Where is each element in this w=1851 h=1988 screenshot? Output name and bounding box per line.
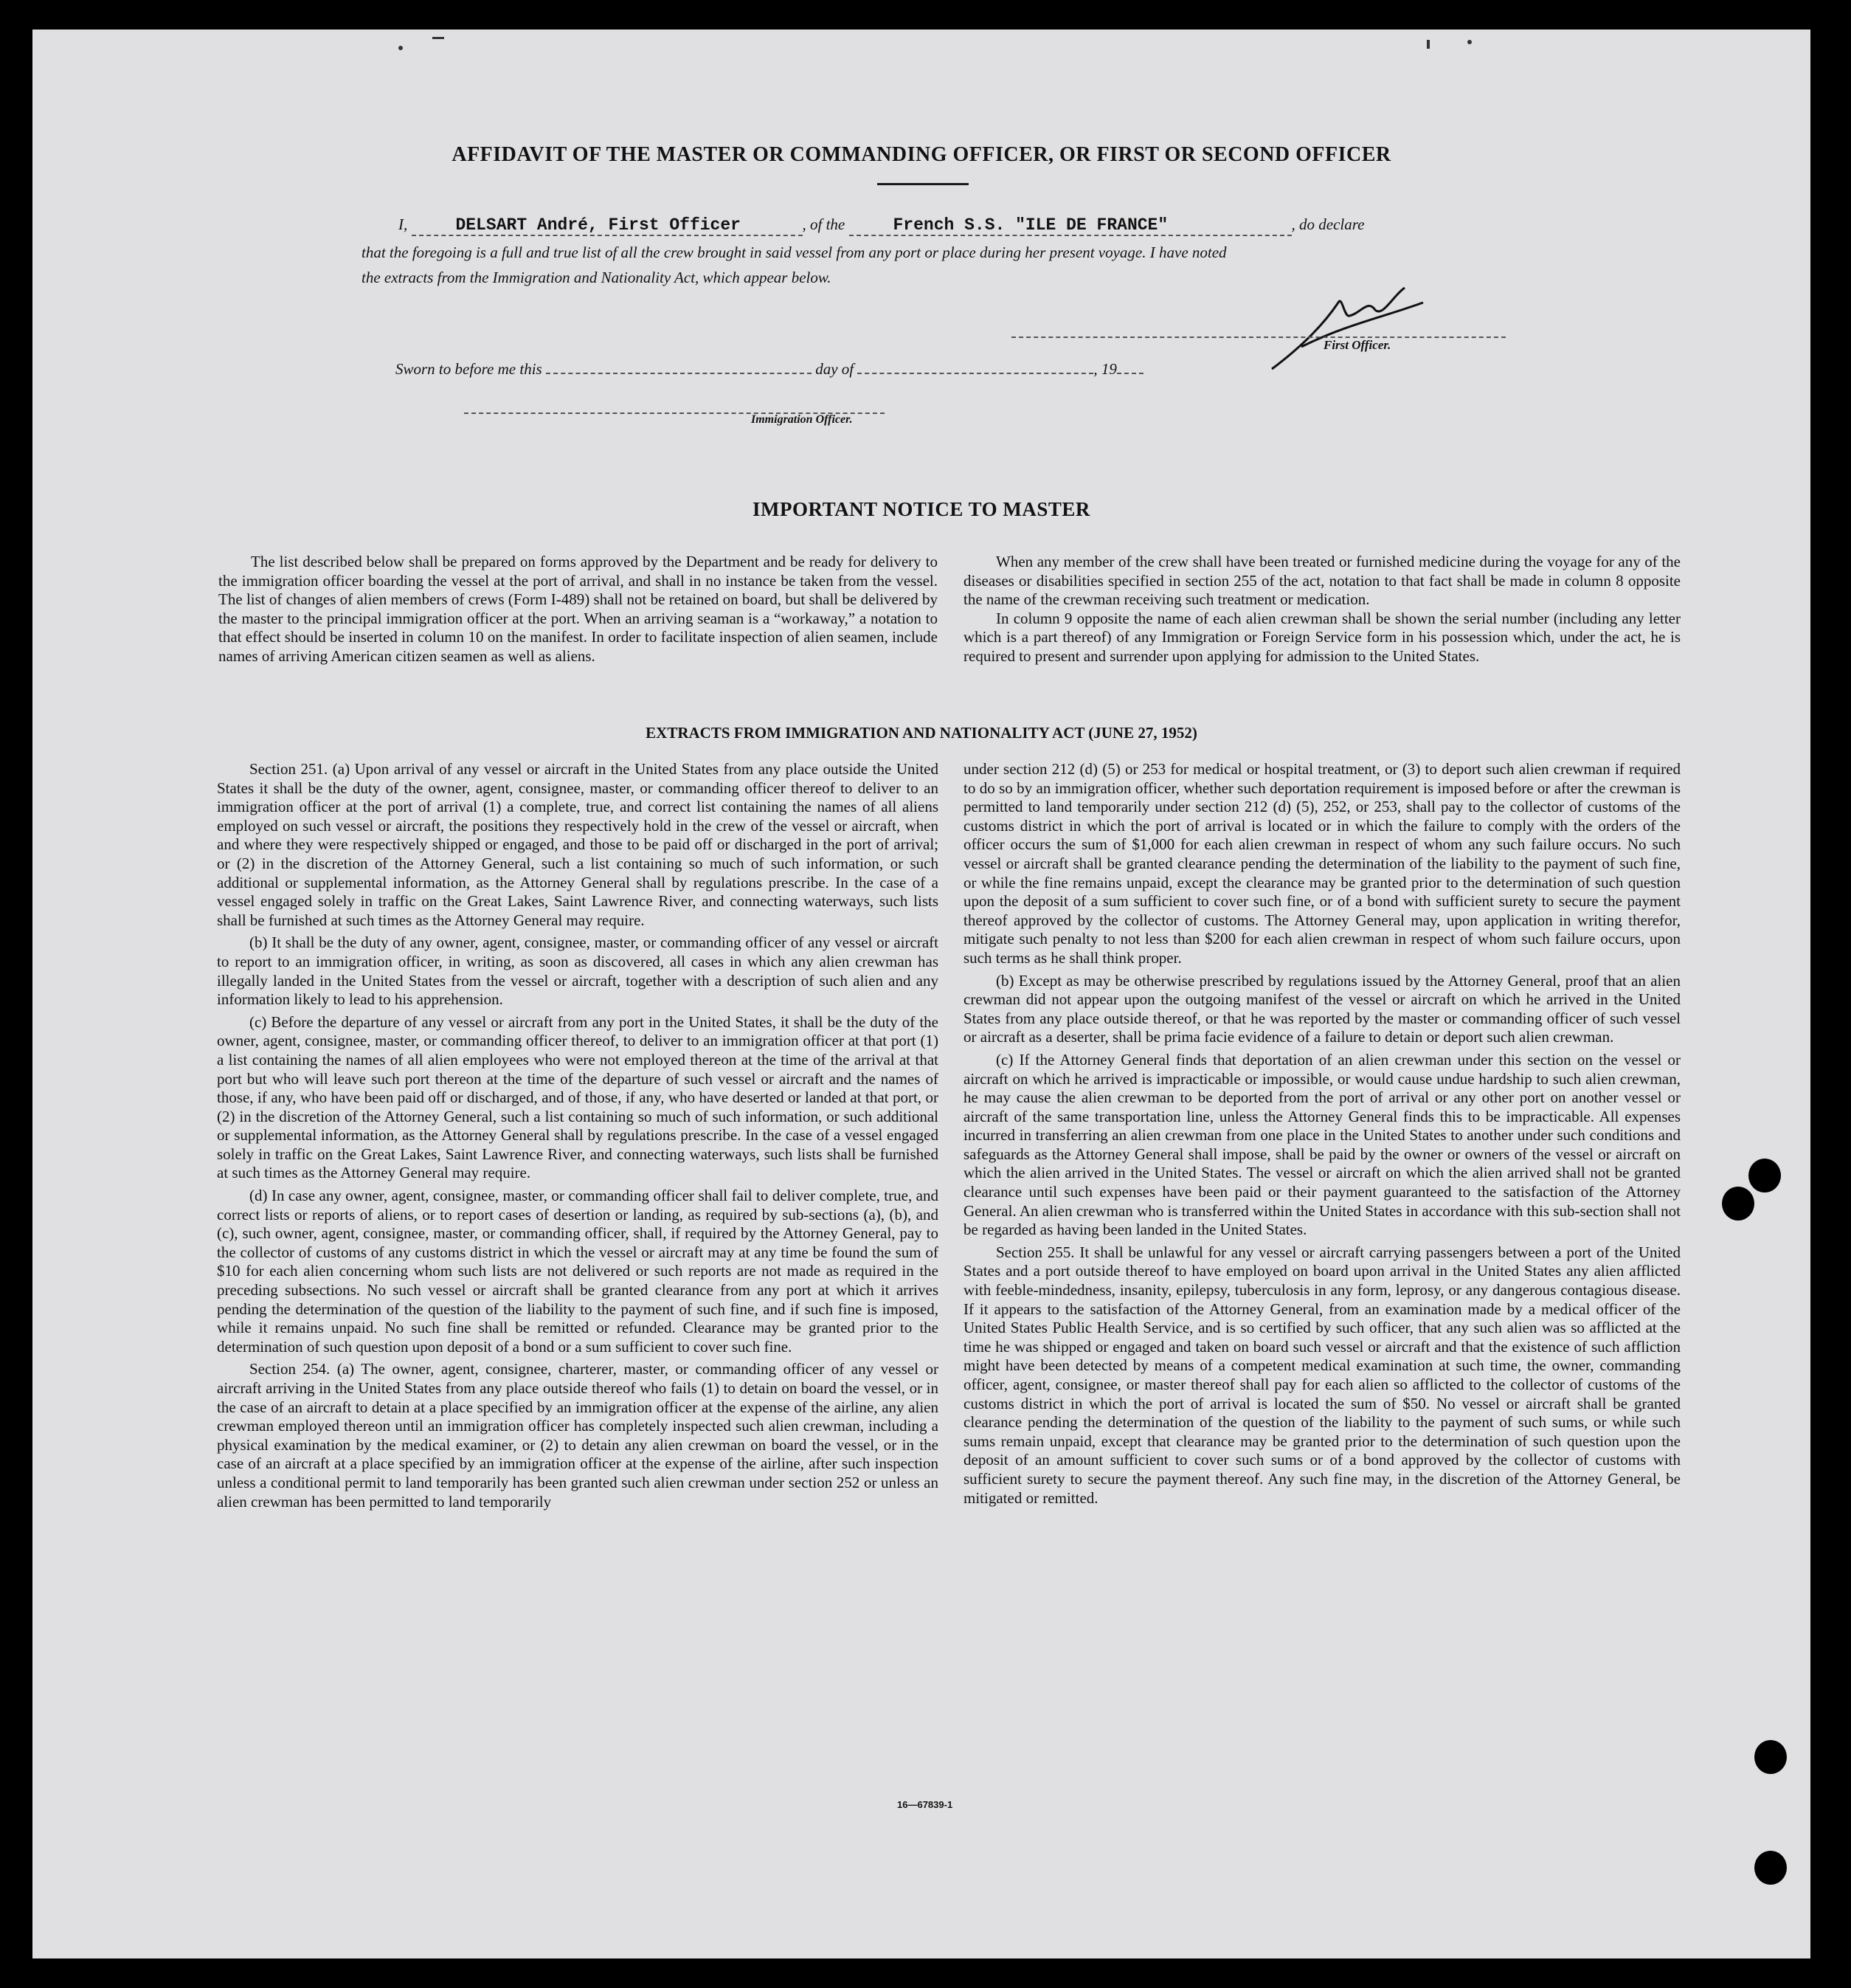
speck [398, 46, 403, 50]
i-label: I, [398, 215, 408, 233]
document-page [32, 30, 1810, 1958]
year-label: , 19 [1093, 360, 1117, 378]
speck [432, 37, 444, 39]
section-254-b: (b) Except as may be otherwise prescribed by regulations issued by the Attorney General, proof that an alien crewman did not appear upon the outgoing manifest of the vessel or aircraft on which he arrived in the United States from any place outside thereof, or that he was reported by the master or commanding officer of such vessel or aircraft as a deserter, shall be prima facie evidence of a failure to detain or deport such alien crewman. [963, 971, 1681, 1046]
declaration-line-3: the extracts from the Immigration and Nationality Act, which appear below. [361, 269, 831, 286]
declaration-line [398, 215, 1364, 236]
punch-hole [1722, 1187, 1754, 1221]
title-underline [877, 183, 969, 185]
notice-paragraph: When any member of the crew shall have been treated or furnished medicine during the voyage for any of the diseases or disabilities specified in section 255 of the act, notation to that fact shall be made in column 8 opposite the name of the crewman receiving such treatment or medication. [963, 553, 1681, 608]
sworn-line [395, 360, 1144, 379]
section-251-c: (c) Before the departure of any vessel or aircraft from any port in the United States, it shall be the duty of the owner, agent, consignee, master, or commanding officer thereof, to deliver to an immigration officer at that port (1) a list containing the names of all alien employees who were not employed thereon at the time of the arrival at that port but who will leave such port thereon at the time of the departure of such vessel or aircraft and the names of those, if any, who have been paid off or discharged, and of those, if any, who have deserted or landed at that port, or (2) in the discretion of the Attorney General, such a list containing so much of such information, or such additional or supplemental information, as the Attorney General shall by regulations prescribe. In the case of a vessel engaged solely in traffic on the Great Lakes, Saint Lawrence River, and connecting waterways, such lists shall be furnished at such times as the Attorney General may require. [217, 1012, 938, 1182]
notice-heading: IMPORTANT NOTICE TO MASTER [752, 498, 1090, 520]
signature [1257, 273, 1427, 376]
section-255: Section 255. It shall be unlawful for any vessel or aircraft carrying passengers between a port of the United States and a port outside thereof to have employed on board upon arrival in the United States any alien afflicted with feeble-mindedness, insanity, epilepsy, tuberculosis in any form, leprosy, or any dangerous contagious disease. If it appears to the satisfaction of the Attorney General, from an examination made by a medical officer of the United States Public Health Service, and is so certified by such officer, that any such alien was so afflicted at the time he was shipped or engaged and taken on board such vessel or aircraft and that the existence of such affliction might have been detected by means of a competent medical examination at such time, the owner, commanding officer, agent, consignee, or master thereof shall pay for each alien so afflicted to the collector of customs of the customs district in which the port of arrival is located the sum of $50. No vessel or aircraft shall be granted clearance pending the determination of the question of the liability to the payment of such sums, or while such sums remain unpaid, except that clearance may be granted prior to the determination of such question upon the deposit of an amount sufficient to cover such sums or of a bond approved by the collector of customs with sufficient surety to secure the payment thereof. Any such fine may, in the discretion of the Attorney General, be mitigated or remitted. [963, 1243, 1681, 1507]
signature-role: First Officer. [1324, 338, 1391, 352]
form-number: 16—67839-1 [897, 1799, 953, 1810]
section-254-c: (c) If the Attorney General finds that deportation of an alien crewman under this section on the vessel or aircraft on which he arrived is impracticable or impossible, or would cause undue hardship to such alien crewman, he may cause the alien crewman to be deported from the port of arrival or any other port on another vessel or aircraft of the same transportation line, unless the Attorney General finds this to be impracticable. All expenses incurred in transferring an alien crewman from one place in the United States to another under such conditions and safeguards as the Attorney General shall impose, shall be paid by the owner or owners of the vessel or aircraft on which the alien arrived in the United States. The vessel or aircraft on which the alien arrived shall not be granted clearance until such expenses have been paid or their payment guaranteed to the satisfaction of the Attorney General. An alien crewman who is transferred within the United States in accordance with this sub-section shall not be regarded as having been landed in the United States. [963, 1050, 1681, 1239]
notice-right [963, 553, 1681, 666]
notice-paragraph: The list described below shall be prepared on forms approved by the Department and be ready for delivery to the immigration officer boarding the vessel at the port of arrival, and shall in no instance be taken from the vessel. The list of changes of alien members of crews (Form I-489) shall not be retained on board, but shall be delivered by the master to the principal immigration officer at the port. When an arriving seaman is a “workaway,” a notation to that effect should be inserted in column 10 on the manifest. In order to facilitate inspection of alien seamen, include names of arriving American citizen seamen as well as aliens. [218, 553, 938, 665]
declaration-line-2: that the foregoing is a full and true list of all the crew brought in said vessel from any port or place during her present voyage. I have noted [361, 244, 1227, 261]
punch-hole [1748, 1159, 1781, 1193]
punch-hole [1754, 1851, 1787, 1885]
section-251-b: (b) It shall be the duty of any owner, agent, consignee, master, or commanding officer of any vessel or aircraft to report to an immigration officer, in writing, as soon as discovered, all cases in which any alien crewman has illegally landed in the United States from the vessel or aircraft, together with a description of such alien and any information likely to lead to his apprehension. [217, 933, 938, 1009]
notice-left [218, 553, 938, 666]
extracts-left-column [217, 760, 938, 1515]
section-251-d: (d) In case any owner, agent, consignee, master, or commanding officer shall fail to deliver complete, true, and correct lists or reports of aliens, or to report cases of desertion or landing, as required by sub-sections (a), (b), and (c), such owner, agent, consignee, master, or commanding officer, shall, if required by the Attorney General, pay to the collector of customs of any customs district in which the vessel or aircraft may at any time be found the sum of $10 for each alien concerning whom such lists are not delivered or such reports are not made as required in the preceding subsections. No such vessel or aircraft shall be granted clearance from any port at which it arrives pending the determination of the question of the liability to the payment of such fine, and if such fine is imposed, while it remains unpaid. No such fine shall be remitted or refunded. Clearance may be granted prior to the determination of such question upon deposit of a bond or a sum sufficient to cover such fine. [217, 1187, 938, 1356]
affidavit-title: AFFIDAVIT OF THE MASTER OR COMMANDING OFFICER, OR FIRST OR SECOND OFFICER [451, 143, 1391, 166]
day-of-label: day of [815, 360, 854, 378]
notice-paragraph: In column 9 opposite the name of each alien crewman shall be shown the serial number (including any letter which is a part thereof) of any Immigration or Foreign Service form in his possession which, under the act, he is required to present and surrender upon applying for admission to the United States. [963, 609, 1681, 665]
punch-hole [1754, 1740, 1787, 1774]
declarant-name: DELSART André, First Officer [455, 215, 741, 235]
speck [1427, 40, 1430, 49]
immigration-officer-label: Immigration Officer. [751, 413, 853, 426]
extracts-heading: EXTRACTS FROM IMMIGRATION AND NATIONALITY ACT (JUNE 27, 1952) [646, 724, 1197, 742]
sworn-label: Sworn to before me this [395, 360, 542, 378]
vessel-name: French S.S. "ILE DE FRANCE" [893, 215, 1169, 235]
of-the-label: , of the [802, 215, 845, 233]
extracts-right-column [963, 760, 1681, 1511]
section-254-a-cont: under section 212 (d) (5) or 253 for medical or hospital treatment, or (3) to deport such alien crewman if required to do so by an immigration officer, whether such deportation requirement is imposed before or after the crewman is permitted to land temporarily under section 212 (d) (5), 252, or 253, shall pay to the collector of customs of the customs district in which the port of arrival is located or in which the failure to comply with the orders of the officer occurs the sum of $1,000 for each alien crewman in respect of whom any such failure occurs. No such vessel or aircraft shall be granted clearance pending the determination of the liability to the payment of such fine, or while the fine remains unpaid, except the clearance may be granted prior to the determination of such question upon the deposit of a sum sufficient to cover such fine, or of a bond with sufficient surety to secure the payment thereof approved by the collector of customs. The Attorney General may, upon application in writing therefor, mitigate such penalty to not less than $200 for each alien crewman in respect of whom such failure occurs, upon such terms as he shall think proper. [963, 760, 1681, 967]
do-declare-label: , do declare [1291, 215, 1365, 233]
signature-line [1011, 336, 1506, 338]
speck [1467, 40, 1472, 44]
section-251-a: Section 251. (a) Upon arrival of any vessel or aircraft in the United States from any place outside the United States it shall be the duty of the owner, agent, consignee, master, or commanding officer thereof to deliver to an immigration officer at the port of arrival (1) a complete, true, and correct list containing the names of all aliens employed on such vessel or aircraft, the positions they respectively hold in the crew of the vessel or aircraft, when and where they were respectively shipped or engaged, and those to be paid off or discharged in the port of arrival; or (2) in the discretion of the Attorney General, such a list containing so much of such information, or such additional or supplemental information, as the Attorney General shall by regulations prescribe. In the case of a vessel engaged solely in traffic on the Great Lakes, Saint Lawrence River, and connecting waterways, such lists shall be furnished at such times as the Attorney General may require. [217, 760, 938, 929]
section-254-a: Section 254. (a) The owner, agent, consignee, charterer, master, or commanding officer of any vessel or aircraft arriving in the United States from any place outside thereof who fails (1) to detain on board the vessel, or in the case of an aircraft to detain at a place specified by an immigration officer at the expense of the airline, any alien crewman employed thereon until an immigration officer has completely inspected such alien crewman, including a physical examination by the medical examiner, or (2) to detain any alien crewman on board the vessel, or in the case of an aircraft at a place specified by an immigration officer at the expense of the airline, after such inspection unless a conditional permit to land temporarily has been granted such alien crewman under section 252 or unless an alien crewman has been permitted to land temporarily [217, 1360, 938, 1511]
